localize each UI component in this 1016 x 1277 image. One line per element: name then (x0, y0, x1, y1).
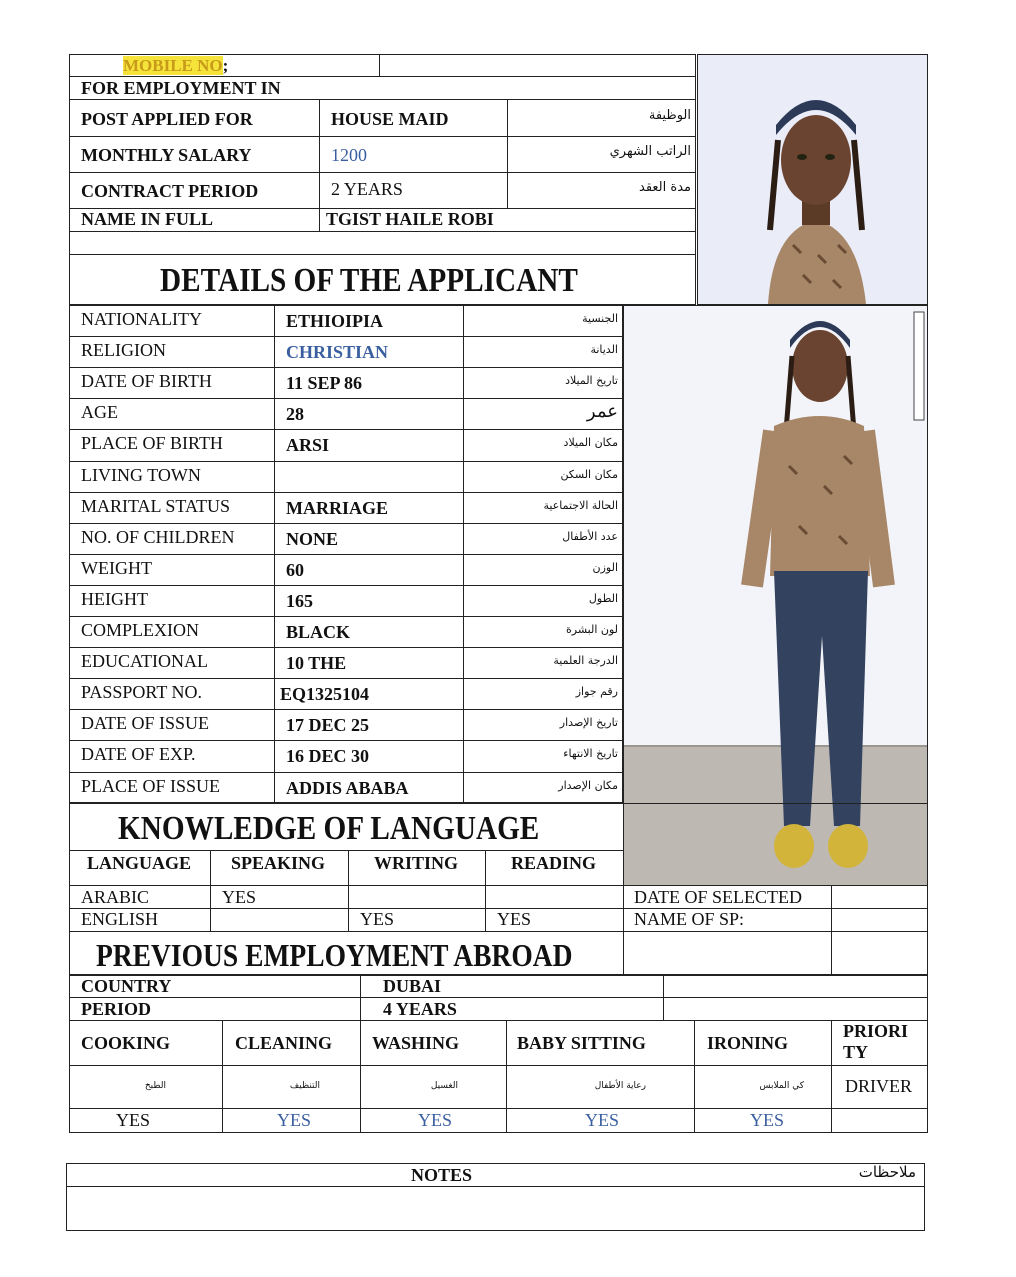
detail-label-complexion: COMPLEXION (81, 620, 200, 640)
detail-value-educational: 10 THE (286, 653, 347, 673)
detail-value-marital-status: MARRIAGE (286, 498, 388, 518)
detail-label-age: AGE (81, 402, 118, 422)
detail-arabic-no-of-children: عدد الأطفال (562, 530, 618, 543)
lang-arabic-speaking: YES (222, 887, 257, 907)
detail-value-no-of-children: NONE (286, 529, 339, 549)
skill-header-ironing: IRONING (707, 1033, 789, 1053)
skill-header-washing: WASHING (372, 1033, 460, 1053)
detail-value-religion: CHRISTIAN (286, 342, 389, 362)
detail-label-passport-no: PASSPORT NO. (81, 682, 202, 702)
detail-arabic-place-of-birth: مكان الميلاد (563, 436, 618, 449)
detail-value-height: 165 (286, 591, 313, 611)
skill-arabic-washing: الغسيل (430, 1081, 458, 1091)
lang-header-speaking: SPEAKING (231, 853, 326, 873)
detail-value-date-of-issue: 17 DEC 25 (286, 715, 370, 735)
post-arabic: الوظيفة (648, 108, 691, 123)
post-value: HOUSE MAID (331, 109, 449, 129)
post-label: POST APPLIED FOR (81, 109, 253, 129)
mobile-no-label: MOBILE NO; (123, 56, 229, 75)
name-label: NAME IN FULL (81, 209, 214, 229)
detail-arabic-religion: الديانة (590, 343, 618, 356)
skill-header-cleaning: CLEANING (235, 1033, 333, 1053)
salary-arabic: الراتب الشهري (609, 144, 691, 159)
skill-header-cooking: COOKING (81, 1033, 171, 1053)
detail-arabic-date-of-issue: تاريخ الإصدار (559, 716, 618, 729)
detail-arabic-passport-no: رقم جواز (575, 685, 618, 698)
skill-header-baby-sitting: BABY SITTING (517, 1033, 646, 1053)
lang-header-language: LANGUAGE (87, 853, 192, 873)
detail-value-complexion: BLACK (286, 622, 351, 642)
skill-value-ironing: YES (750, 1110, 785, 1130)
period-value: 4 YEARS (383, 999, 457, 1019)
sponsor-name-label: NAME OF SP: (634, 909, 745, 929)
skill-arabic-cooking: الطبخ (144, 1081, 166, 1091)
detail-label-height: HEIGHT (81, 589, 148, 609)
skill-arabic-ironing: كي الملابس (759, 1081, 804, 1091)
skill-arabic-cleaning: التنظيف (289, 1081, 320, 1091)
detail-label-marital-status: MARITAL STATUS (81, 496, 230, 516)
detail-label-religion: RELIGION (81, 340, 166, 360)
previous-table (69, 975, 928, 1133)
full-body-photo (623, 305, 928, 886)
detail-arabic-weight: الوزن (592, 561, 618, 574)
detail-arabic-living-town: مكان السكن (560, 468, 618, 481)
detail-arabic-place-of-issue: مكان الإصدار (558, 779, 618, 792)
detail-label-nationality: NATIONALITY (81, 309, 202, 329)
detail-value-weight: 60 (286, 560, 304, 580)
contract-value: 2 YEARS (331, 179, 403, 199)
detail-arabic-marital-status: الحالة الاجتماعية (543, 499, 618, 512)
language-title: KNOWLEDGE OF LANGUAGE (118, 810, 540, 847)
contract-label: CONTRACT PERIOD (81, 181, 259, 201)
detail-value-date-of-exp: 16 DEC 30 (286, 746, 370, 766)
detail-value-passport-no: EQ1325104 (280, 684, 370, 704)
lang-english-reading: YES (497, 909, 532, 929)
notes-arabic: ملاحظات (858, 1163, 916, 1181)
detail-label-living-town: LIVING TOWN (81, 465, 201, 485)
lang-header-writing: WRITING (374, 853, 459, 873)
priority-header: PRIORI TY (843, 1021, 909, 1062)
lang-english-writing: YES (360, 909, 395, 929)
detail-label-weight: WEIGHT (81, 558, 152, 578)
detail-value-nationality: ETHIOIPIA (286, 311, 384, 331)
detail-arabic-nationality: الجنسية (582, 312, 618, 325)
lang-arabic-name: ARABIC (81, 887, 150, 907)
detail-arabic-date-of-exp: تاريخ الانتهاء (563, 747, 618, 760)
detail-arabic-height: الطول (588, 592, 618, 605)
contract-arabic: مدة العقد (639, 180, 691, 195)
name-value: TGIST HAILE ROBI (326, 209, 494, 229)
priority-value: DRIVER (845, 1076, 912, 1096)
details-title: DETAILS OF THE APPLICANT (160, 262, 578, 299)
skill-value-cooking: YES (116, 1110, 151, 1130)
detail-value-date-of-birth: 11 SEP 86 (286, 373, 363, 393)
skill-value-baby-sitting: YES (585, 1110, 620, 1130)
skill-value-washing: YES (418, 1110, 453, 1130)
skill-value-cleaning: YES (277, 1110, 312, 1130)
salary-value: 1200 (331, 145, 367, 165)
detail-arabic-date-of-birth: تاريخ الميلاد (565, 374, 618, 387)
detail-label-educational: EDUCATIONAL (81, 651, 208, 671)
portrait-photo (697, 54, 928, 305)
detail-arabic-complexion: لون البشرة (566, 623, 618, 636)
detail-value-age: 28 (286, 404, 304, 424)
skill-arabic-baby-sitting: رعاية الأطفال (594, 1081, 646, 1091)
detail-label-place-of-birth: PLACE OF BIRTH (81, 433, 223, 453)
detail-arabic-educational: الدرجة العلمية (553, 654, 618, 667)
date-selected-label: DATE OF SELECTED (634, 887, 802, 907)
country-value: DUBAI (383, 976, 442, 996)
period-label: PERIOD (81, 999, 152, 1019)
detail-label-no-of-children: NO. OF CHILDREN (81, 527, 235, 547)
detail-label-date-of-exp: DATE OF EXP. (81, 744, 196, 764)
previous-employment-title: PREVIOUS EMPLOYMENT ABROAD (96, 937, 573, 973)
detail-value-place-of-birth: ARSI (286, 435, 330, 455)
notes-box (66, 1163, 925, 1231)
salary-label: MONTHLY SALARY (81, 145, 252, 165)
employment-label: FOR EMPLOYMENT IN (81, 78, 281, 98)
detail-value-place-of-issue: ADDIS ABABA (286, 778, 409, 798)
country-label: COUNTRY (81, 976, 172, 996)
notes-label: NOTES (411, 1165, 473, 1185)
lang-english-name: ENGLISH (81, 909, 158, 929)
detail-label-place-of-issue: PLACE OF ISSUE (81, 776, 221, 796)
detail-label-date-of-birth: DATE OF BIRTH (81, 371, 212, 391)
detail-arabic-age: عمر (586, 401, 618, 422)
detail-label-date-of-issue: DATE OF ISSUE (81, 713, 210, 733)
lang-header-reading: READING (511, 853, 597, 873)
